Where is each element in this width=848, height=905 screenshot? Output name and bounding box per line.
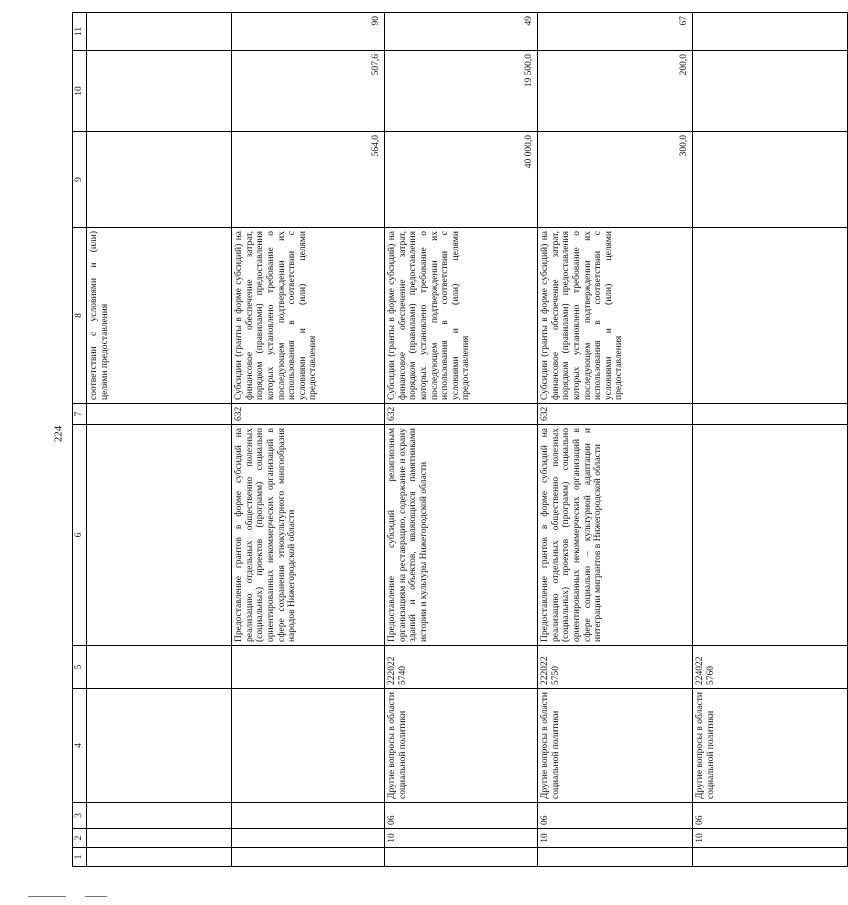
cell: 632 <box>232 404 385 425</box>
table-row <box>693 13 848 867</box>
scan-mark <box>28 896 66 897</box>
table-row <box>232 13 385 867</box>
cell: 224022 5760 <box>693 646 848 689</box>
cell: 507,6 <box>232 51 385 132</box>
cell <box>538 848 693 867</box>
cell: соответствии с условиями и (или) целями предоставления <box>87 228 232 404</box>
cell <box>232 689 385 803</box>
cell: 200,0 <box>538 51 693 132</box>
cell: 10 <box>538 829 693 848</box>
column-header: 11 <box>73 13 87 51</box>
column-header: 4 <box>73 689 87 803</box>
cell: 06 <box>538 803 693 829</box>
table-row <box>538 13 693 867</box>
column-header-row <box>73 13 87 867</box>
table-row <box>385 13 538 867</box>
budget-table-rotated <box>72 16 716 867</box>
cell <box>87 13 232 51</box>
cell: 222022 5740 <box>385 646 538 689</box>
column-header: 7 <box>73 404 87 425</box>
cell <box>87 51 232 132</box>
cell <box>232 848 385 867</box>
cell: Субсидии (гранты в форме субсидий) на финансовое обеспечение затрат, порядком (правилами) предоставления которых установлено требование о последующем подтверждении их использования в соответствии с условиями и (или) целями предоставления <box>232 228 385 404</box>
cell: 10 <box>385 829 538 848</box>
cell <box>87 803 232 829</box>
cell: 67 <box>538 13 693 51</box>
cell <box>87 689 232 803</box>
cell: 222022 5750 <box>538 646 693 689</box>
cell: 06 <box>385 803 538 829</box>
column-header: 8 <box>73 228 87 404</box>
cell <box>693 228 848 404</box>
cell <box>693 848 848 867</box>
cell <box>87 848 232 867</box>
table-row <box>87 13 232 867</box>
cell: 06 <box>693 803 848 829</box>
cell <box>693 132 848 228</box>
page-number: 224 <box>52 425 65 443</box>
cell <box>693 51 848 132</box>
cell: 40 000,0 <box>385 132 538 228</box>
cell: 632 <box>385 404 538 425</box>
cell <box>87 404 232 425</box>
cell: Субсидии (гранты в форме субсидий) на финансовое обеспечение затрат, порядком (правилами) предоставления которых установлено требование о последующем подтверждении их использования в соответствии с условиями и (или) целями предоставления <box>385 228 538 404</box>
cell: Предоставление грантов в форме субсидий на реализацию отдельных общественно полезных (социальных) проектов (программ) социально ориентированных некоммерческих организаций в сфере сохранения этнокультурного многообразия народов Нижегородской области <box>232 425 385 646</box>
cell <box>693 425 848 646</box>
cell <box>232 829 385 848</box>
cell <box>232 646 385 689</box>
cell <box>232 803 385 829</box>
column-header: 1 <box>73 848 87 867</box>
cell: 632 <box>538 404 693 425</box>
cell: Предоставление субсидий религиозным организациям на реставрацию, содержание и охрану зданий и объектов, являющихся памятниками истории и культуры Нижегородской области <box>385 425 538 646</box>
cell <box>693 404 848 425</box>
cell: 300,0 <box>538 132 693 228</box>
cell: Предоставление грантов в форме субсидий на реализацию отдельных общественно полезных (социальных) проектов (программ) социально ориентированных некоммерческих организаций в сфере социально – культурной адаптации и интеграции мигрантов в Нижегородской области <box>538 425 693 646</box>
cell <box>87 829 232 848</box>
column-header: 9 <box>73 132 87 228</box>
cell <box>87 425 232 646</box>
cell <box>693 13 848 51</box>
cell <box>385 848 538 867</box>
cell: Другие вопросы в области социальной политики <box>538 689 693 803</box>
column-header: 3 <box>73 803 87 829</box>
column-header: 2 <box>73 829 87 848</box>
cell: Другие вопросы в области социальной политики <box>693 689 848 803</box>
cell <box>87 132 232 228</box>
cell <box>87 646 232 689</box>
cell: Другие вопросы в области социальной политики <box>385 689 538 803</box>
cell: 90 <box>232 13 385 51</box>
cell: Субсидии (гранты в форме субсидий) на финансовое обеспечение затрат, порядком (правилами) предоставления которых установлено требование о последующем подтверждении их использования в соответствии с условиями и (или) целями предоставления <box>538 228 693 404</box>
column-header: 5 <box>73 646 87 689</box>
column-header: 10 <box>73 51 87 132</box>
scan-mark <box>85 896 107 897</box>
cell: 10 <box>693 829 848 848</box>
column-header: 6 <box>73 425 87 646</box>
cell: 19 500,0 <box>385 51 538 132</box>
cell: 564,0 <box>232 132 385 228</box>
cell: 49 <box>385 13 538 51</box>
budget-table <box>72 12 848 867</box>
